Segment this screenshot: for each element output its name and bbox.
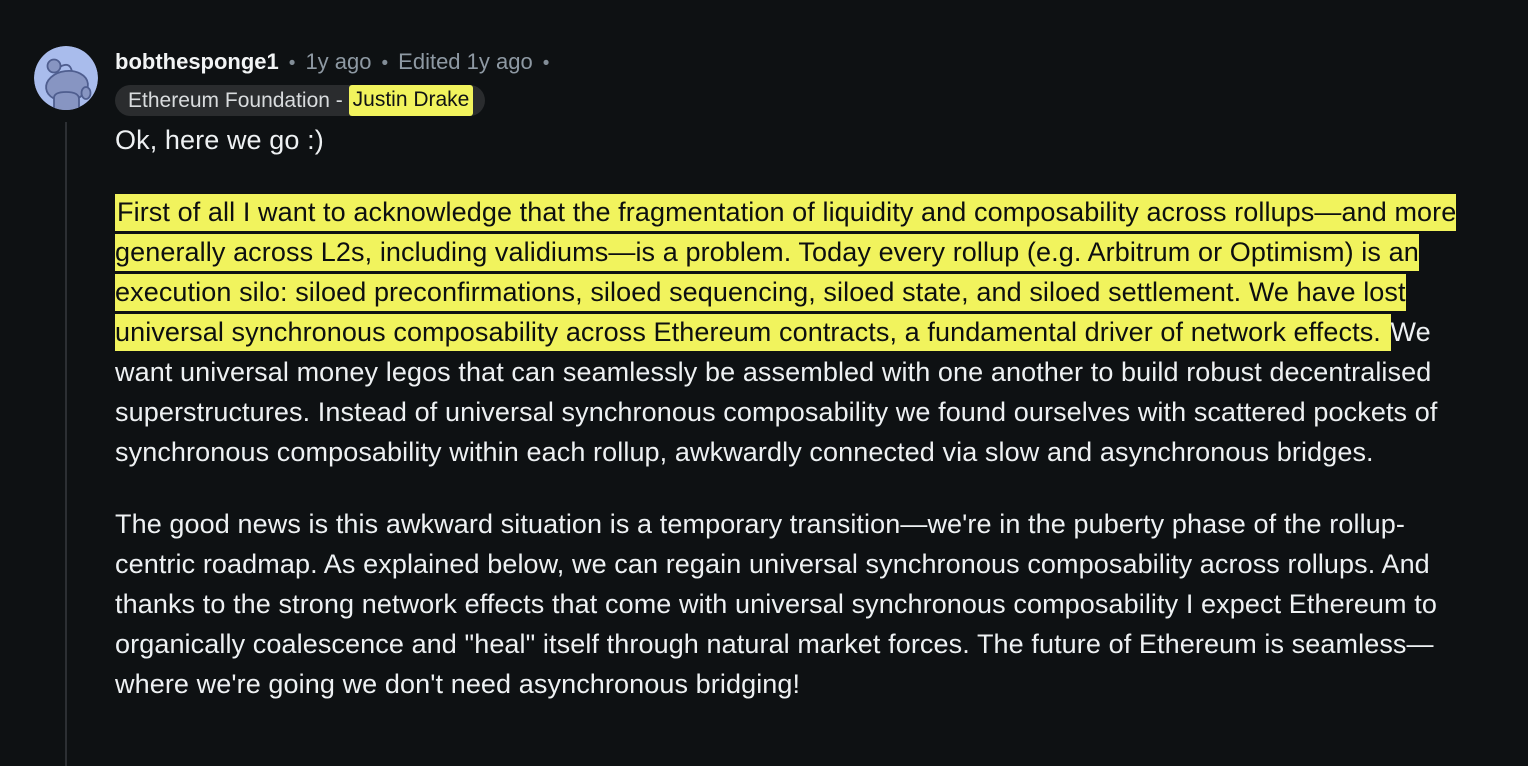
paragraph-text: Ok, here we go :)	[115, 125, 324, 155]
comment-paragraph-3	[115, 504, 1481, 704]
meta-separator-dot: •	[381, 53, 389, 74]
reddit-snoo-icon	[34, 46, 98, 110]
flair-prefix-text: Ethereum Foundation -	[128, 88, 343, 112]
flair-highlighted-name: Justin Drake	[349, 85, 474, 116]
comment-paragraph-1	[115, 120, 1481, 160]
paragraph-text: The good news is this awkward situation is a temporary transition—we're in the puberty phase of the rollup-centric roadmap. As explained below, we can regain universal synchronous composability across rollups. And thanks to the strong network effects that come with universal synchronous composability I expect Ethereum to organically coalescence and "heal" itself through natural market forces. The future of Ethereum is seamless—where we're going we don't need asynchronous bridging!	[115, 509, 1437, 699]
comment-timestamp: 1y ago	[305, 49, 372, 74]
user-flair-badge[interactable]	[115, 85, 485, 116]
comment-body	[115, 120, 1481, 704]
paragraph-text: We want universal money legos that can seamlessly be assembled with one another to build robust decentralised superstructures. Instead of universal synchronous composability we found ourselves with scattered pockets of synchronous composability within each rollup, awkwardly connected via slow and asynchronous bridges.	[115, 317, 1438, 467]
highlighted-text: First of all I want to acknowledge that the fragmentation of liquidity and composability across rollups—and more generally across L2s, including validiums—is a problem. Today every rollup (e.g. Arbitrum or Optimism) is an execution silo: siloed preconfirmations, siloed sequencing, siloed state, and siloed settlement. We have lost universal synchronous composability across Ethereum contracts, a fundamental driver of network effects.	[115, 194, 1456, 351]
comment-edited-timestamp: Edited 1y ago	[398, 49, 533, 74]
comment-meta-row	[115, 48, 549, 78]
meta-separator-dot: •	[542, 53, 550, 74]
comment-header	[115, 48, 549, 116]
avatar[interactable]	[34, 46, 98, 110]
meta-separator-dot: •	[288, 53, 296, 74]
flair-row	[115, 85, 549, 116]
comment-thread-collapse-line[interactable]	[65, 122, 67, 766]
username-link[interactable]: bobthesponge1	[115, 49, 279, 74]
comment-paragraph-2	[115, 192, 1481, 472]
